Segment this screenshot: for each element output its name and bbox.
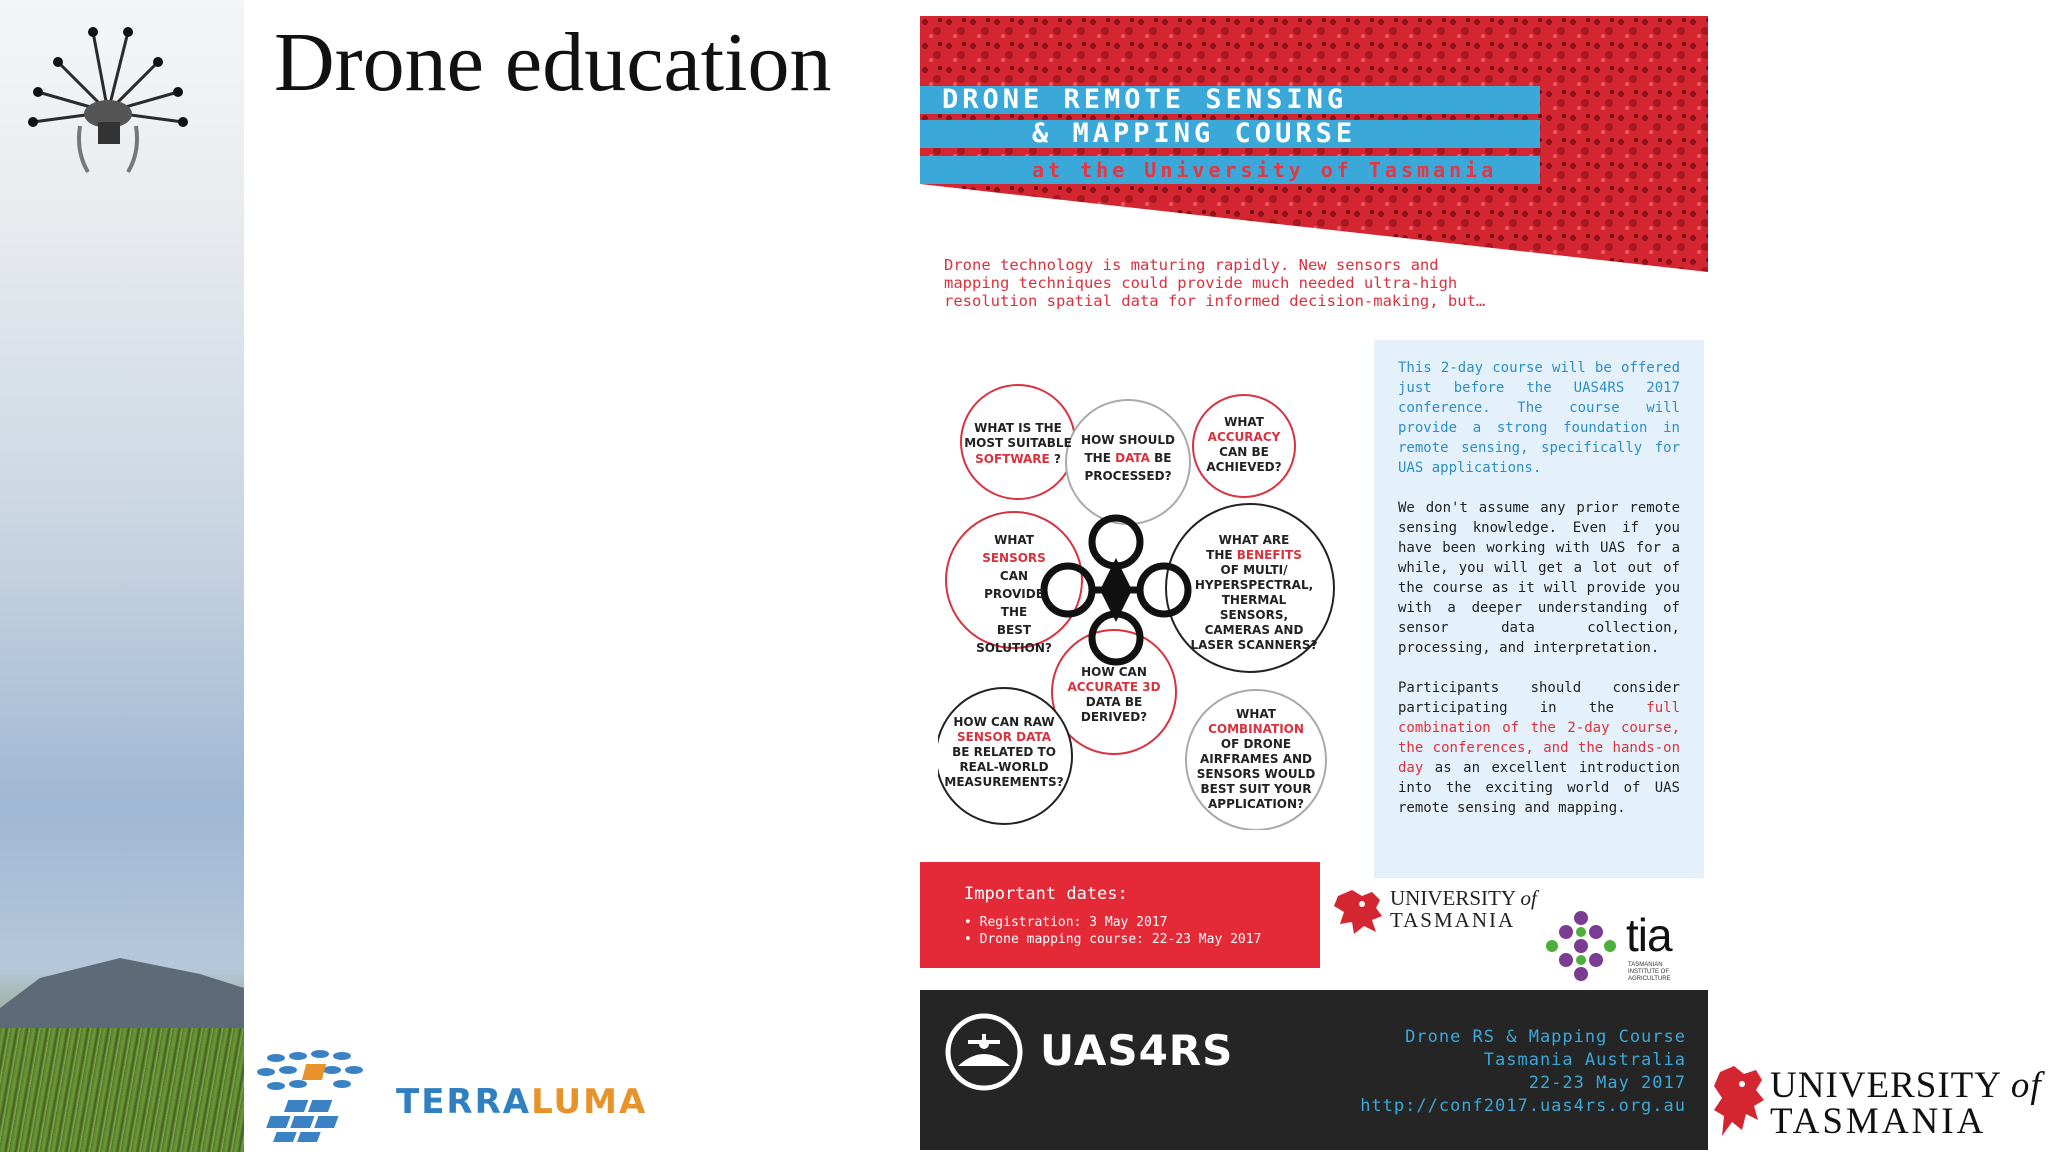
q-raw-1: HOW CAN RAW [953, 715, 1055, 729]
q-benefits-9: LASER SCANNERS? [1190, 638, 1318, 652]
q-sensors-2: SENSORS [982, 551, 1046, 565]
q-accurate3d-3: DATA BE [1085, 695, 1143, 709]
q-accurate3d-2: ACCURATE 3D [1067, 680, 1161, 694]
q-software-1: WHAT IS THE [974, 421, 1062, 435]
q-combination-6: BEST SUIT YOUR [1200, 782, 1312, 796]
terraluma-part-1: TERRA [396, 1082, 532, 1122]
footer-info [1360, 1026, 1686, 1118]
banner-title-line-2: & MAPPING COURSE [920, 120, 1540, 148]
lion-crest-icon [1332, 886, 1386, 938]
course-poster [920, 16, 1708, 1150]
drone-photo-strip [0, 0, 244, 1152]
terraluma-part-2: LUMA [531, 1082, 648, 1122]
q-combination-1: WHAT [1236, 707, 1276, 721]
q-benefits-7: SENSORS, [1219, 608, 1289, 622]
footer-line-3: 22-23 May 2017 [1528, 1073, 1686, 1093]
octocopter-drone-icon [18, 22, 198, 182]
tia-logo [1544, 908, 1694, 988]
q-benefits-8: CAMERAS AND [1204, 623, 1304, 637]
q-raw-3: BE RELATED TO [952, 745, 1056, 759]
terraluma-grid-icon [256, 1046, 376, 1146]
dates-title: Important dates: [964, 884, 1128, 904]
tia-sub-3: AGRICULTURE [1628, 976, 1671, 982]
q-software-2: MOST SUITABLE [964, 436, 1072, 450]
q-raw-5: MEASUREMENTS? [944, 775, 1064, 789]
banner-title-line-1: DRONE REMOTE SENSING [920, 86, 1540, 114]
tia-sub-1: TASMANIAN [1628, 962, 1663, 968]
tia-sub-2: INSTITUTE OF [1628, 969, 1669, 975]
q-sensors-1: WHAT [994, 533, 1034, 547]
important-dates-box [920, 862, 1320, 968]
q-sensors-5: THE [1000, 605, 1028, 619]
q-sensors-6: BEST [996, 623, 1032, 637]
q-sensors-3: CAN [999, 569, 1029, 583]
q-benefits-5: HYPERSPECTRAL, [1194, 578, 1314, 592]
course-info-box [1374, 340, 1704, 878]
info-p3-highlight: full combination of the 2-day course, the conferences, and the hands-on day [1398, 700, 1680, 776]
utas-small-line1: UNIVERSITY [1390, 886, 1516, 910]
q-data-3: DATA [1115, 451, 1150, 465]
terraluma-logo [256, 1046, 716, 1146]
q-benefits-6: THERMAL [1221, 593, 1287, 607]
utas-big-of: of [2010, 1065, 2042, 1106]
q-sensors-4: PROVIDE [984, 587, 1044, 601]
slide-title: Drone education [274, 16, 832, 109]
info-paragraph-3 [1398, 678, 1680, 818]
q-data-1: HOW SHOULD [1081, 433, 1175, 447]
q-raw-4: REAL-WORLD [959, 760, 1049, 774]
mountain-silhouette [0, 948, 244, 1028]
q-accuracy-3: CAN BE [1219, 445, 1269, 459]
q-accuracy-1: WHAT [1224, 415, 1264, 429]
q-benefits-4: OF MULTI/ [1220, 563, 1288, 577]
q-raw-2: SENSOR DATA [956, 730, 1052, 744]
tia-dots-icon [1544, 908, 1618, 984]
tia-name: tia [1626, 909, 1672, 961]
intro-paragraph: Drone technology is maturing rapidly. New sensors and mapping techniques could provide much needed ultra-high resolution spatial data for informed decision-making, but… [944, 256, 1486, 310]
q-sensors-7: SOLUTION? [976, 641, 1052, 655]
utas-small-of: of [1520, 886, 1537, 910]
utas-big-line1: UNIVERSITY [1770, 1065, 2001, 1106]
utas-big-line2: TASMANIA [1770, 1101, 1987, 1142]
q-combination-2: COMBINATION [1208, 722, 1304, 736]
footer-url: http://conf2017.uas4rs.org.au [1360, 1096, 1686, 1116]
svg-text:THE BENEFITS [1206, 548, 1302, 562]
q-accuracy-4: ACHIEVED? [1206, 460, 1282, 474]
questions-diagram [938, 380, 1358, 830]
q-benefits-1: WHAT ARE [1218, 533, 1290, 547]
q-accurate3d-4: DERIVED? [1080, 710, 1148, 724]
university-of-tasmania-logo-small [1332, 884, 1572, 944]
q-accurate3d-1: HOW CAN [1081, 665, 1147, 679]
banner-title-line-3: at the University of Tasmania [920, 156, 1540, 184]
grass-foreground [0, 1028, 244, 1152]
lion-crest-icon-large [1712, 1064, 1766, 1144]
q-software-3: SOFTWARE [975, 452, 1050, 466]
q-benefits-3: BENEFITS [1236, 548, 1302, 562]
university-of-tasmania-logo [1712, 1060, 2042, 1146]
info-paragraph-1: This 2-day course will be offered just before the UAS4RS 2017 conference. The course will provide a strong foundation in remote sensing, specifically for UAS applications. [1398, 360, 1680, 476]
poster-footer [920, 990, 1708, 1150]
info-p3-end: as an excellent introduction into the exciting world of UAS remote sensing and mapping. [1398, 760, 1680, 816]
q-data-5: PROCESSED? [1084, 469, 1172, 483]
q-combination-5: SENSORS WOULD [1196, 767, 1316, 781]
footer-line-2: Tasmania Australia [1483, 1050, 1686, 1070]
q-combination-7: APPLICATION? [1207, 797, 1305, 811]
info-paragraph-2: We don't assume any prior remote sensing knowledge. Even if you have been working with UAS for a while, you will get a lot out of the course as it will provide you with a deeper understanding of sensor data collection, processing, and interpretation. [1398, 500, 1680, 656]
q-accuracy-2: ACCURACY [1207, 430, 1281, 444]
q-combination-3: OF DRONE [1220, 737, 1292, 751]
q-benefits-2: THE [1206, 548, 1233, 562]
footer-line-1: Drone RS & Mapping Course [1405, 1027, 1686, 1047]
info-p3-start: Participants should consider participating in the [1398, 680, 1680, 716]
date-course: • Drone mapping course: 22-23 May 2017 [964, 932, 1262, 947]
q-data-2: THE [1084, 451, 1111, 465]
q-combination-4: AIRFRAMES AND [1200, 752, 1312, 766]
q-software-4: ? [1053, 452, 1061, 466]
date-registration: • Registration: 3 May 2017 [964, 915, 1168, 930]
uas4rs-circle-logo-icon [944, 1012, 1024, 1092]
svg-text:THE DATA BE [1084, 451, 1171, 465]
uas4rs-brand: UAS4RS [1040, 1026, 1234, 1075]
utas-small-line2: TASMANIA [1390, 908, 1516, 932]
svg-text:SOFTWARE ? [975, 452, 1061, 466]
q-data-4: BE [1154, 451, 1172, 465]
